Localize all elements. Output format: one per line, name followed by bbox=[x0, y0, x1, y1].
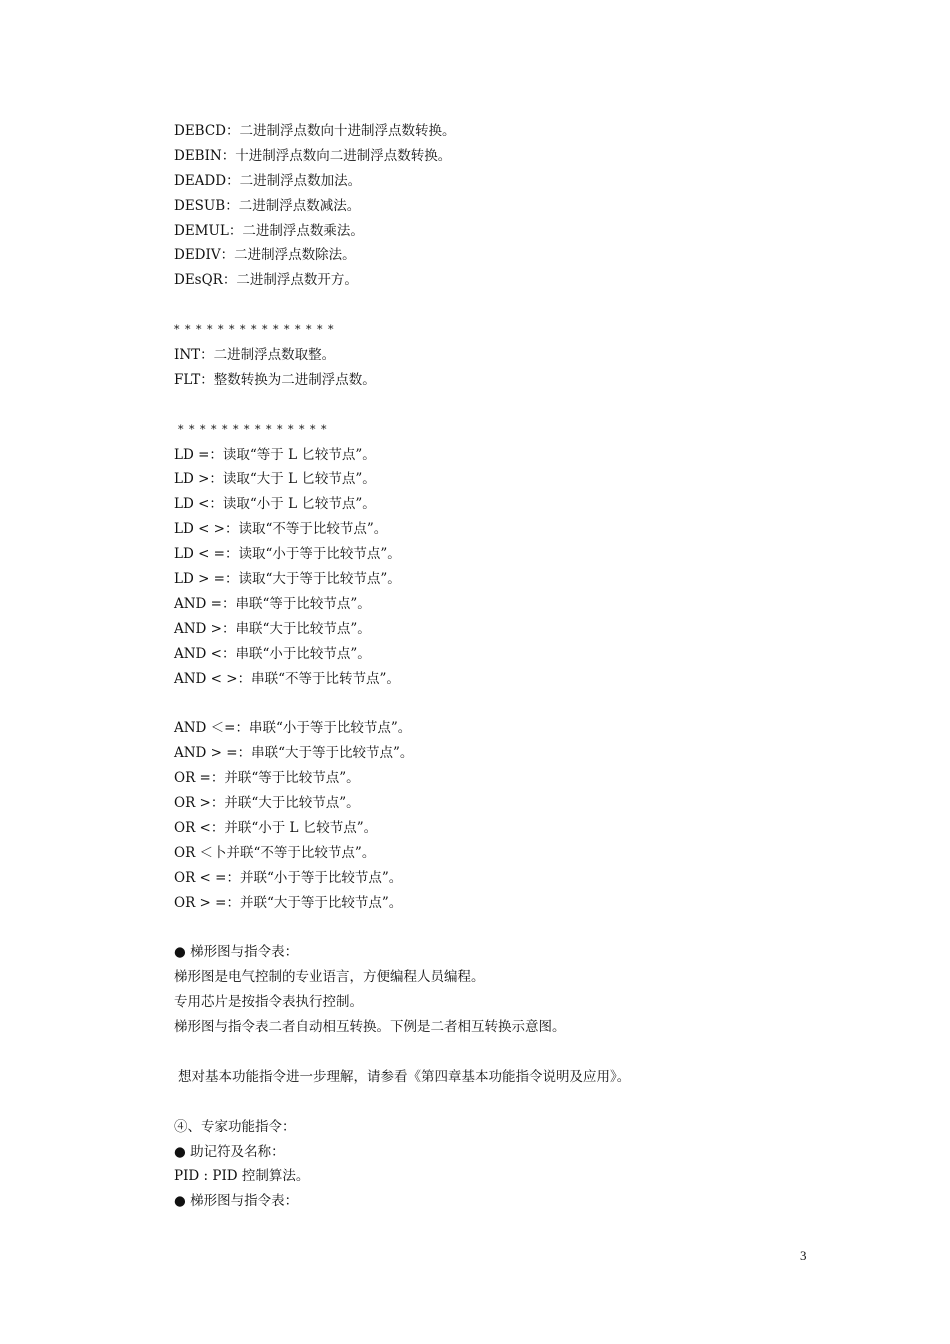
text-line-flt: FLT：整数转换为二进制浮点数。 bbox=[174, 371, 376, 388]
text-line-and-ne: AND < >：串联“不等于比转节点”。 bbox=[174, 670, 400, 687]
blank-line bbox=[174, 293, 874, 318]
text-line-ld-lt: LD <：读取“小于 L 匕较节点”。 bbox=[174, 496, 376, 513]
text-line-or-gt: OR >：并联“大于比较节点”。 bbox=[174, 795, 360, 812]
page-number: 3 bbox=[800, 1248, 807, 1263]
text-line-dediv: DEDIV：二进制浮点数除法。 bbox=[174, 247, 356, 264]
text-line-ld-ne: LD < >：读取“不等于比较节点”。 bbox=[174, 521, 388, 538]
text-line-and-le: AND ＜=：串联“小于等于比较节点”。 bbox=[174, 720, 412, 737]
text-line-desub: DESUB：二进制浮点数减法。 bbox=[174, 197, 361, 214]
text-line-and-lt: AND <：串联“小于比较节点”。 bbox=[174, 645, 371, 662]
text-line-or-ne: OR ＜卜并联“不等于比较节点”。 bbox=[174, 844, 376, 861]
text-line-demul: DEMUL：二进制浮点数乘法。 bbox=[174, 222, 364, 239]
text-line-and-gt: AND >：串联“大于比较节点”。 bbox=[174, 620, 371, 637]
text-line-and-ge: AND > =：串联“大于等于比较节点”。 bbox=[174, 745, 414, 762]
document-body bbox=[174, 119, 874, 1214]
text-line-debcd: DEBCD：二进制浮点数向十进制浮点数转换。 bbox=[174, 123, 456, 139]
text-line-pid: PID : PID 控制算法。 bbox=[174, 1168, 310, 1185]
text-line-ld-le: LD < =：读取“小于等于比较节点”。 bbox=[174, 546, 401, 563]
text-line-reference: 想对基本功能指令进一步理解，请参看《第四章基本功能指令说明及应用》。 bbox=[178, 1068, 631, 1085]
blank-line bbox=[174, 1040, 874, 1065]
separator-stars: * * * * * * * * * * * * * * bbox=[178, 422, 328, 436]
text-line-debin: DEBIN：十进制浮点数向二进制浮点数转换。 bbox=[174, 147, 452, 164]
text-line-convert-desc: 梯形图与指令表二者自动相互转换。下例是二者相互转换示意图。 bbox=[174, 1019, 566, 1036]
text-line-ladder-desc: 梯形图是电气控制的专业语言，方便编程人员编程。 bbox=[174, 969, 485, 986]
text-line-ld-gt: LD >：读取“大于 L 匕较节点”。 bbox=[174, 471, 376, 488]
text-line-and-eq: AND =：串联“等于比较节点”。 bbox=[174, 595, 371, 612]
bullet-heading-ladder: ● 梯形图与指令表： bbox=[174, 944, 299, 961]
blank-line bbox=[174, 1090, 874, 1115]
text-line-or-lt: OR <：并联“小于 L 匕较节点”。 bbox=[174, 819, 378, 836]
blank-line bbox=[174, 691, 874, 716]
text-line-or-eq: OR =：并联“等于比较节点”。 bbox=[174, 770, 360, 787]
text-line-int: INT：二进制浮点数取整。 bbox=[174, 347, 336, 364]
text-line-or-ge: OR > =：并联“大于等于比较节点”。 bbox=[174, 894, 403, 911]
text-line-deadd: DEADD：二进制浮点数加法。 bbox=[174, 172, 362, 189]
section-heading-expert: ④、专家功能指令： bbox=[174, 1118, 296, 1135]
bullet-heading-ladder-2: ● 梯形图与指令表： bbox=[174, 1193, 299, 1210]
text-line-chip-desc: 专用芯片是按指令表执行控制。 bbox=[174, 994, 363, 1011]
text-line-or-le: OR < =：并联“小于等于比较节点”。 bbox=[174, 869, 403, 886]
blank-line bbox=[174, 916, 874, 941]
text-line-ld-eq: LD =：读取“等于 L 匕较节点”。 bbox=[174, 446, 376, 463]
bullet-heading-mnemonic: ● 助记符及名称： bbox=[174, 1143, 285, 1160]
separator-stars: * * * * * * * * * * * * * * * bbox=[174, 323, 335, 337]
text-line-desqr: DEsQR：二进制浮点数开方。 bbox=[174, 272, 358, 289]
blank-line bbox=[174, 393, 874, 418]
text-line-ld-ge: LD > =：读取“大于等于比较节点”。 bbox=[174, 571, 401, 588]
